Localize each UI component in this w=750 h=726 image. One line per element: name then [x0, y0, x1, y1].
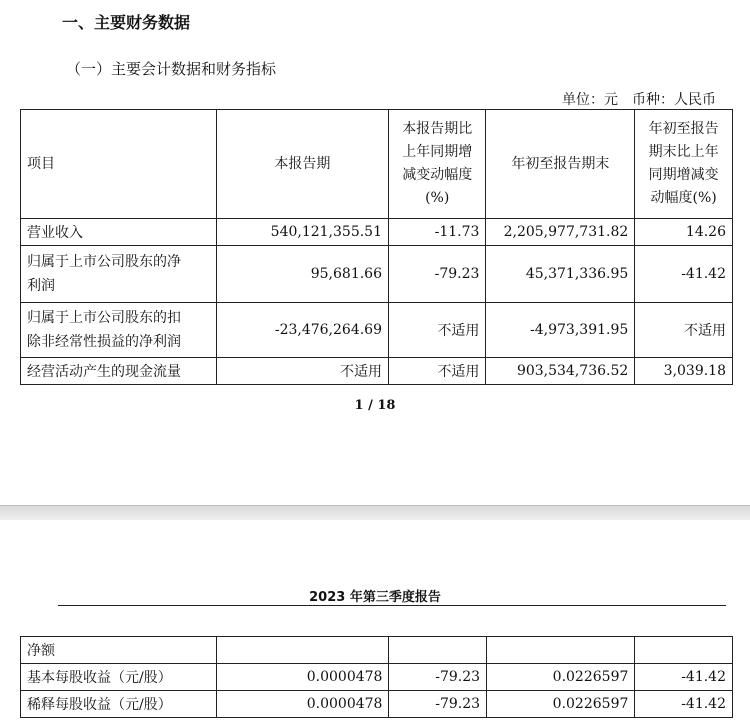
header-line: 同期增减变	[648, 167, 719, 183]
row-current: 0.0000478	[217, 691, 389, 718]
row-ytd: 0.0226597	[487, 691, 635, 718]
row-ytd-change	[635, 637, 733, 664]
row-item-line: 利润	[27, 278, 55, 294]
row-change	[389, 637, 487, 664]
row-ytd: 903,534,736.52	[486, 358, 635, 385]
row-change: 不适用	[389, 358, 486, 385]
row-ytd: -4,973,391.95	[486, 303, 635, 358]
row-item	[21, 303, 217, 358]
page-gap	[0, 506, 750, 520]
row-current: 0.0000478	[217, 664, 389, 691]
subsection-title: （一）主要会计数据和财务指标	[66, 60, 277, 78]
row-item-line: 归属于上市公司股东的扣	[27, 310, 181, 326]
header-line: 减变动幅度	[402, 167, 473, 183]
row-change: 不适用	[389, 303, 486, 358]
report-title-rule	[58, 605, 726, 606]
row-ytd: 2,205,977,731.82	[486, 219, 635, 246]
header-ytd-change	[635, 110, 733, 219]
row-ytd: 0.0226597	[487, 664, 635, 691]
row-ytd-change: -41.42	[635, 691, 733, 718]
row-change: -79.23	[389, 246, 486, 303]
row-ytd-change: -41.42	[635, 664, 733, 691]
row-ytd-change: 不适用	[635, 303, 733, 358]
header-current-change	[389, 110, 486, 219]
unit-note: 单位：元 币种：人民币	[562, 92, 716, 108]
row-ytd-change: 14.26	[635, 219, 733, 246]
row-item-line: 归属于上市公司股东的净	[27, 254, 181, 270]
row-ytd: 45,371,336.95	[486, 246, 635, 303]
row-item: 净额	[21, 637, 217, 664]
row-current	[217, 637, 389, 664]
section-title: 一、主要财务数据	[62, 13, 191, 32]
row-item: 营业收入	[21, 219, 217, 246]
row-ytd-change: -41.42	[635, 246, 733, 303]
row-ytd	[487, 637, 635, 664]
row-change: -79.23	[389, 664, 487, 691]
row-item	[21, 246, 217, 303]
header-line: 年初至报告	[648, 121, 719, 137]
table-row	[21, 303, 733, 358]
table-row	[21, 664, 733, 691]
row-current: 540,121,355.51	[216, 219, 388, 246]
header-line: 上年同期增	[402, 144, 473, 160]
row-item: 稀释每股收益（元/股）	[21, 691, 217, 718]
header-ytd: 年初至报告期末	[486, 110, 635, 219]
row-current: 不适用	[216, 358, 388, 385]
table-header-row	[21, 110, 733, 219]
financial-data-table-continued	[20, 636, 733, 718]
header-line: 期末比上年	[648, 144, 719, 160]
financial-data-table	[20, 109, 733, 385]
table-row	[21, 637, 733, 664]
row-change: -11.73	[389, 219, 486, 246]
row-item: 经营活动产生的现金流量	[21, 358, 217, 385]
row-item: 基本每股收益（元/股）	[21, 664, 217, 691]
table-row	[21, 246, 733, 303]
row-ytd-change: 3,039.18	[635, 358, 733, 385]
header-current-period: 本报告期	[216, 110, 388, 219]
table-row	[21, 691, 733, 718]
header-line: 本报告期比	[402, 121, 473, 137]
header-line: 动幅度(%)	[650, 190, 717, 206]
report-title: 2023 年第三季度报告	[309, 590, 441, 605]
row-current: 95,681.66	[216, 246, 388, 303]
page-number: 1 / 18	[354, 398, 396, 413]
header-line: (%)	[425, 190, 450, 206]
header-item: 项目	[21, 110, 217, 219]
row-item-line: 除非经常性损益的净利润	[27, 334, 181, 350]
row-change: -79.23	[389, 691, 487, 718]
table-row	[21, 219, 733, 246]
table-row	[21, 358, 733, 385]
row-current: -23,476,264.69	[216, 303, 388, 358]
